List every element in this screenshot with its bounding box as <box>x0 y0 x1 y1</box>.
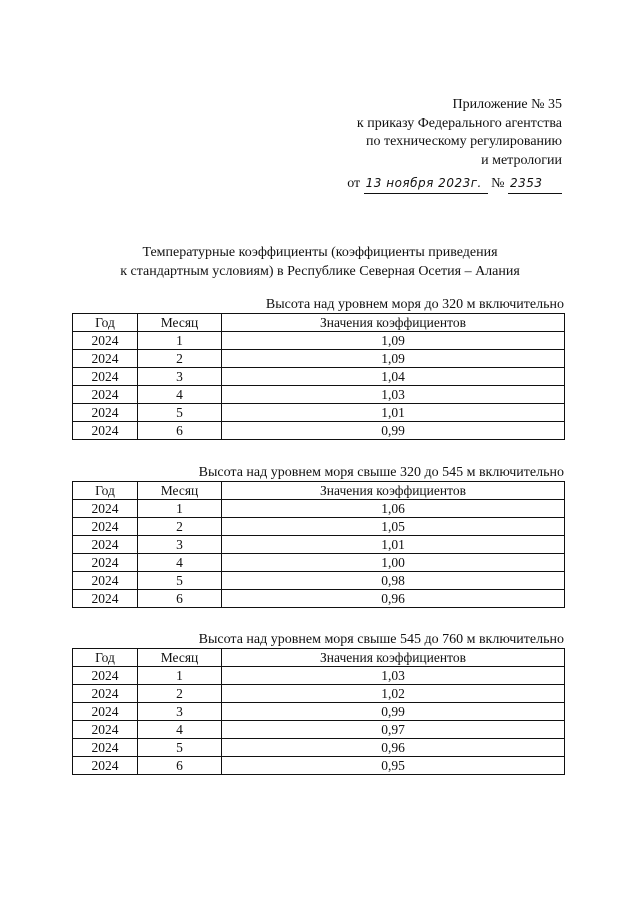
cell-year: 2024 <box>73 721 138 739</box>
order-prefix: от <box>347 176 361 191</box>
cell-value: 1,03 <box>222 386 565 404</box>
header-year: Год <box>73 649 138 667</box>
document-title <box>70 244 570 281</box>
cell-year: 2024 <box>73 536 138 554</box>
table-row <box>73 667 565 685</box>
cell-month: 4 <box>138 386 222 404</box>
cell-year: 2024 <box>73 667 138 685</box>
cell-year: 2024 <box>73 404 138 422</box>
altitude-section-1 <box>72 297 564 440</box>
table-row <box>73 554 565 572</box>
table-row <box>73 572 565 590</box>
handwritten-order-number: 2353 <box>508 174 562 194</box>
cell-value: 1,01 <box>222 404 565 422</box>
cell-month: 4 <box>138 721 222 739</box>
cell-year: 2024 <box>73 350 138 368</box>
order-reference-line-1: к приказу Федерального агентства <box>356 115 562 131</box>
cell-year: 2024 <box>73 703 138 721</box>
table-row <box>73 721 565 739</box>
table-row <box>73 757 565 775</box>
cell-year: 2024 <box>73 757 138 775</box>
cell-month: 1 <box>138 332 222 350</box>
appendix-header <box>347 96 562 194</box>
header-month: Месяц <box>138 482 222 500</box>
cell-month: 6 <box>138 422 222 440</box>
cell-month: 6 <box>138 757 222 775</box>
header-year: Год <box>73 314 138 332</box>
cell-year: 2024 <box>73 554 138 572</box>
altitude-section-3 <box>72 632 564 775</box>
cell-year: 2024 <box>73 739 138 757</box>
table-header-row <box>73 314 565 332</box>
cell-value: 1,01 <box>222 536 565 554</box>
table-row <box>73 590 565 608</box>
cell-month: 3 <box>138 368 222 386</box>
coefficients-table <box>72 648 565 775</box>
cell-year: 2024 <box>73 500 138 518</box>
cell-value: 1,00 <box>222 554 565 572</box>
section-caption: Высота над уровнем моря свыше 545 до 760 м включительно <box>198 632 564 647</box>
cell-year: 2024 <box>73 572 138 590</box>
handwritten-order-date: 13 ноября 2023г. <box>364 174 488 194</box>
table-row <box>73 404 565 422</box>
header-month: Месяц <box>138 649 222 667</box>
cell-month: 2 <box>138 685 222 703</box>
cell-month: 1 <box>138 500 222 518</box>
header-year: Год <box>73 482 138 500</box>
table-row <box>73 685 565 703</box>
section-caption: Высота над уровнем моря свыше 320 до 545 м включительно <box>198 465 564 480</box>
cell-month: 4 <box>138 554 222 572</box>
cell-value: 0,98 <box>222 572 565 590</box>
cell-value: 1,09 <box>222 332 565 350</box>
table-row <box>73 386 565 404</box>
cell-year: 2024 <box>73 332 138 350</box>
cell-value: 1,04 <box>222 368 565 386</box>
cell-month: 1 <box>138 667 222 685</box>
cell-month: 6 <box>138 590 222 608</box>
cell-month: 3 <box>138 536 222 554</box>
cell-value: 0,99 <box>222 422 565 440</box>
appendix-number: Приложение № 35 <box>452 97 562 112</box>
coefficients-table <box>72 481 565 608</box>
cell-value: 0,96 <box>222 590 565 608</box>
cell-value: 1,05 <box>222 518 565 536</box>
cell-value: 0,96 <box>222 739 565 757</box>
order-reference-line-3: и метрологии <box>481 152 562 168</box>
table-row <box>73 332 565 350</box>
cell-month: 3 <box>138 703 222 721</box>
table-row <box>73 500 565 518</box>
cell-year: 2024 <box>73 590 138 608</box>
cell-year: 2024 <box>73 518 138 536</box>
table-row <box>73 422 565 440</box>
table-header-row <box>73 649 565 667</box>
table-header-row <box>73 482 565 500</box>
cell-year: 2024 <box>73 368 138 386</box>
cell-month: 5 <box>138 572 222 590</box>
cell-month: 2 <box>138 350 222 368</box>
table-row <box>73 739 565 757</box>
cell-year: 2024 <box>73 422 138 440</box>
cell-year: 2024 <box>73 685 138 703</box>
cell-month: 2 <box>138 518 222 536</box>
coefficients-table <box>72 313 565 440</box>
number-sign: № <box>491 176 505 191</box>
table-row <box>73 368 565 386</box>
altitude-section-2 <box>72 465 564 608</box>
header-value: Значения коэффициентов <box>222 314 565 332</box>
cell-year: 2024 <box>73 386 138 404</box>
order-reference-line-2: по техническому регулированию <box>365 134 562 149</box>
cell-value: 1,09 <box>222 350 565 368</box>
cell-value: 0,97 <box>222 721 565 739</box>
section-caption: Высота над уровнем моря до 320 м включительно <box>265 297 564 312</box>
cell-value: 1,02 <box>222 685 565 703</box>
header-value: Значения коэффициентов <box>222 649 565 667</box>
header-value: Значения коэффициентов <box>222 482 565 500</box>
cell-month: 5 <box>138 739 222 757</box>
header-month: Месяц <box>138 314 222 332</box>
cell-value: 1,03 <box>222 667 565 685</box>
cell-value: 0,99 <box>222 703 565 721</box>
cell-month: 5 <box>138 404 222 422</box>
table-row <box>73 703 565 721</box>
order-date-line <box>347 174 562 194</box>
title-line-2: к стандартным условиям) в Республике Северная Осетия – Алания <box>120 263 520 279</box>
table-row <box>73 518 565 536</box>
title-line-1: Температурные коэффициенты (коэффициенты приведения <box>142 245 498 260</box>
cell-value: 1,06 <box>222 500 565 518</box>
table-row <box>73 350 565 368</box>
table-row <box>73 536 565 554</box>
cell-value: 0,95 <box>222 757 565 775</box>
